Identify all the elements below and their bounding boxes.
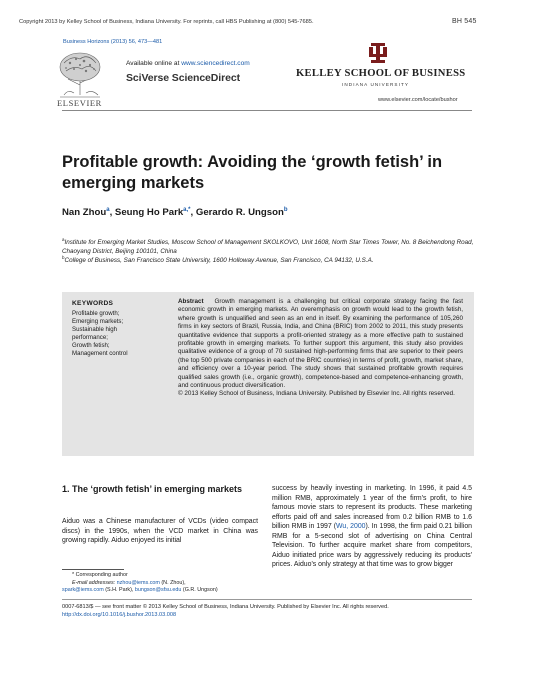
affiliation-text: College of Business, San Francisco State University, 1600 Holloway Avenue, San Francisco, CA 94132, U.S.A. <box>64 257 374 265</box>
citation-link[interactable]: Wu, 2000 <box>336 523 366 530</box>
author-separator: , <box>109 207 115 219</box>
front-matter-line: 0007-6813/$ — see front matter © 2013 Kelley School of Business, Indiana University. Published by Elsevier Inc. All rights reserved. <box>62 604 389 610</box>
keyword-item: Profitable growth; <box>72 310 120 317</box>
email-owner: (G.R. Ungson) <box>181 587 218 594</box>
keywords-heading: KEYWORDS <box>72 300 114 307</box>
header-divider <box>62 110 472 111</box>
abstract-body: Growth management is a challenging but critical corporate strategy facing the fast economic growth in emerging markets. An overemphasis on growth would lead to the growth fetish, where growth is unqualified and seen as an end in itself. By examining the performance of 105,260 firms in key sectors of Brazil, Russia, India, and China (BRIC) from 2002 to 2011, this study presents quantitative evidence that supports a profit-oriented strategy as a more effective path to sustained profitable growth in emerging markets. To further support this argument, this study also provides qualitative evidence of a group of 70 sustained high-performing firms that are superior to their peers (the top 500 private companies in each of the BRIC countries) in terms of profit, growth, market share, and efficiency over a 10-year period. The study shows that sustained profitable growth requires qualified sales growth (i.e., organic growth), competence-based and competence-enhancing growth, and continuous product diversification. <box>178 298 463 390</box>
corresponding-author: * Corresponding author <box>72 572 128 578</box>
email-link[interactable]: bungson@sfsu.edu <box>134 587 182 594</box>
footnote-divider <box>62 569 124 570</box>
author-name: Nan Zhou <box>62 207 107 219</box>
sciverse-sciencedirect: SciVerse ScienceDirect <box>126 72 240 84</box>
body-column-left: Aiduo was a Chinese manufacturer of VCDs (video compact discs) in the 1990s, when the VCD market in China was growing rapidly. Aiduo enjoyed its initial <box>62 518 258 544</box>
sciencedirect-link[interactable]: www.sciencedirect.com <box>181 60 250 67</box>
article-title: Profitable growth: Avoiding the ‘growth fetish’ in emerging markets <box>62 153 443 192</box>
keyword-item: Management control <box>72 350 128 358</box>
affiliation-mark: b <box>62 255 65 260</box>
online-availability <box>126 60 250 67</box>
footer-divider <box>62 599 472 600</box>
indiana-university-emblem-icon <box>367 41 389 65</box>
university-name: INDIANA UNIVERSITY <box>342 82 410 87</box>
article-code: BH 545 <box>452 18 477 25</box>
keyword-item: Emerging markets; <box>72 318 124 326</box>
section-heading: 1. The ‘growth fetish’ in emerging markets <box>62 484 243 494</box>
elsevier-tree-logo <box>54 49 106 101</box>
imprint <box>62 604 482 620</box>
keyword-item: Growth fetish; <box>72 342 110 350</box>
body-text: success by heavily investing in marketing. In 1996, it paid 4.5 million RMB, approximately 1 year of the firm's profit, to hire famous movie stars to represent its products. These marketing efforts paid off and sales increased from 0.2 billion RMB to 1.6 billion RMB in 1997 ( <box>272 485 472 530</box>
abstract-text <box>178 298 463 399</box>
copyright-notice: Copyright 2013 by Kelley School of Business, Indiana University. For reprints, call HBS Publishing at (800) 545-7685. <box>19 19 314 25</box>
elsevier-wordmark: ELSEVIER <box>57 98 102 108</box>
abstract-label: Abstract <box>178 298 204 305</box>
journal-reference[interactable]: Business Horizons (2013) 56, 473—481 <box>63 39 163 45</box>
email-link[interactable]: nzhou@iems.com <box>116 579 160 586</box>
keyword-item: performance; <box>72 334 108 342</box>
email-owner: (S.H. Park), <box>103 587 135 594</box>
email-owner: (N. Zhou), <box>159 579 186 586</box>
author-mark[interactable]: a,* <box>183 207 191 213</box>
affiliation-mark: a <box>62 237 65 242</box>
doi-link[interactable]: http://dx.doi.org/10.1016/j.bushor.2013.03.008 <box>62 611 177 618</box>
body-column-right <box>272 484 472 570</box>
author-mark[interactable]: b <box>283 207 288 213</box>
email-line-2 <box>62 587 262 595</box>
author-list <box>62 207 287 218</box>
school-name: KELLEY SCHOOL OF BUSINESS <box>296 68 466 79</box>
email-link[interactable]: spark@iems.com <box>62 587 104 594</box>
keywords-list <box>72 310 128 359</box>
author-separator: , <box>190 207 196 219</box>
author-name: Seung Ho Park <box>114 207 184 219</box>
abstract-copyright: © 2013 Kelley School of Business, Indiana University. Published by Elsevier Inc. All rights reserved. <box>178 390 455 398</box>
author-name: Gerardo R. Ungson <box>195 207 284 219</box>
keyword-item: Sustainable high <box>72 326 118 334</box>
body-text: ). In 1998, the firm paid 0.21 billion RMB for a 5-second slot of advertising on China Central Television. To further acquire market share from competitors, Aiduo initiated price wars by aggressively reducing its products' prices. Aiduo's only strategy at that time was to grow bigger <box>272 523 473 568</box>
email-line-1 <box>62 580 262 588</box>
author-mark[interactable]: a <box>106 207 110 213</box>
online-prefix: Available online at <box>126 60 182 67</box>
affiliation-text: Institute for Emerging Market Studies, Moscow School of Management SKOLKOVO, Unit 1608, North Star Times Tower, No. 8 Beichendong Road, Chaoyang District, Beijing 100101, China <box>62 239 474 255</box>
footnote <box>62 572 262 595</box>
email-label: E-mail addresses: <box>72 579 116 586</box>
affiliation-b <box>62 254 482 266</box>
journal-url[interactable]: www.elsevier.com/locate/bushor <box>378 97 458 103</box>
